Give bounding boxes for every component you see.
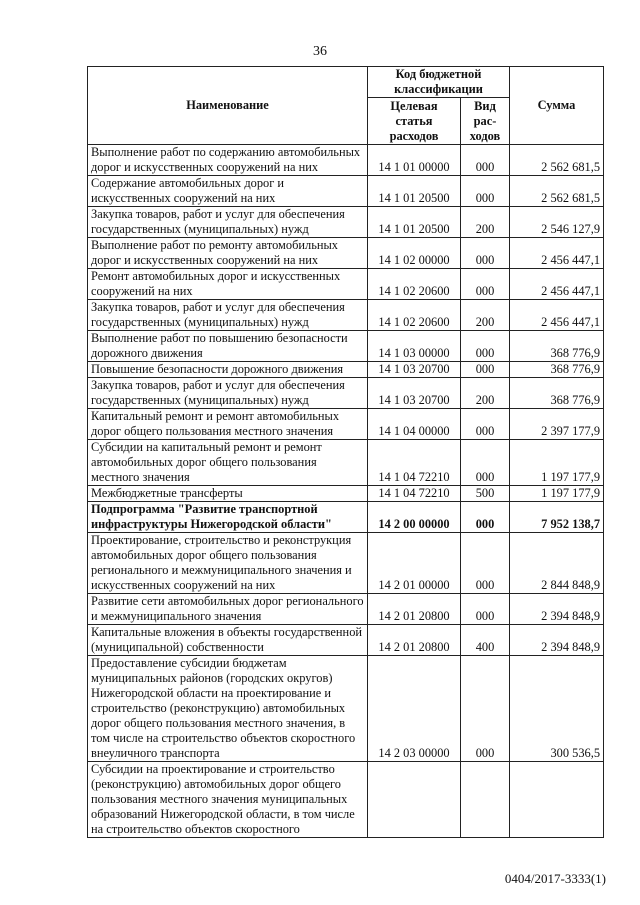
row-target-article: 14 2 01 20800 (368, 625, 461, 656)
row-target-article: 14 1 04 72210 (368, 486, 461, 502)
row-name: Выполнение работ по содержанию автомобильных дорог и искусственных сооружений на них (88, 145, 368, 176)
row-name: Субсидии на капитальный ремонт и ремонт автомобильных дорог общего пользования местного значения (88, 440, 368, 486)
row-expense-type: 200 (461, 207, 510, 238)
table-row (88, 176, 604, 207)
row-target-article: 14 1 02 00000 (368, 238, 461, 269)
row-expense-type (461, 762, 510, 838)
table-row (88, 502, 604, 533)
page-number: 36 (313, 44, 327, 59)
row-sum: 2 546 127,9 (510, 207, 604, 238)
row-target-article: 14 2 01 00000 (368, 533, 461, 594)
row-sum: 2 394 848,9 (510, 594, 604, 625)
row-expense-type: 200 (461, 378, 510, 409)
header-sum: Сумма (510, 67, 604, 145)
row-name: Закупка товаров, работ и услуг для обеспечения государственных (муниципальных) нужд (88, 207, 368, 238)
row-name: Выполнение работ по ремонту автомобильных дорог и искусственных сооружений на них (88, 238, 368, 269)
table-row (88, 269, 604, 300)
table-row (88, 300, 604, 331)
row-expense-type: 000 (461, 238, 510, 269)
row-expense-type: 500 (461, 486, 510, 502)
row-sum: 2 456 447,1 (510, 300, 604, 331)
row-expense-type: 000 (461, 409, 510, 440)
row-name: Субсидии на проектирование и строительство (реконструкцию) автомобильных дорог общего пользования местного значения муниципальных образований Нижегородской области, в том числе на строительство объектов скоростного (88, 762, 368, 838)
row-sum: 2 394 848,9 (510, 625, 604, 656)
row-sum: 2 456 447,1 (510, 269, 604, 300)
row-sum: 368 776,9 (510, 331, 604, 362)
header-name: Наименование (88, 67, 368, 145)
row-sum: 7 952 138,7 (510, 502, 604, 533)
row-expense-type: 000 (461, 502, 510, 533)
row-name: Ремонт автомобильных дорог и искусственных сооружений на них (88, 269, 368, 300)
table-row (88, 207, 604, 238)
table-row (88, 486, 604, 502)
row-target-article: 14 2 03 00000 (368, 656, 461, 762)
table-header (88, 67, 604, 145)
header-code-group: Код бюджетной классификации (368, 67, 510, 98)
row-target-article: 14 1 03 00000 (368, 331, 461, 362)
row-name: Капитальный ремонт и ремонт автомобильных дорог общего пользования местного значения (88, 409, 368, 440)
row-sum: 2 456 447,1 (510, 238, 604, 269)
table-row (88, 594, 604, 625)
row-name: Межбюджетные трансферты (88, 486, 368, 502)
header-target-article: Целевая статья расходов (368, 98, 461, 145)
table-row (88, 409, 604, 440)
row-sum: 2 844 848,9 (510, 533, 604, 594)
row-name: Капитальные вложения в объекты государственной (муниципальной) собственности (88, 625, 368, 656)
row-name: Развитие сети автомобильных дорог регионального и межмуниципального значения (88, 594, 368, 625)
row-sum: 2 562 681,5 (510, 145, 604, 176)
row-target-article: 14 1 01 20500 (368, 207, 461, 238)
row-sum: 368 776,9 (510, 378, 604, 409)
row-expense-type: 000 (461, 440, 510, 486)
row-expense-type: 000 (461, 594, 510, 625)
table-row (88, 238, 604, 269)
row-name: Закупка товаров, работ и услуг для обеспечения государственных (муниципальных) нужд (88, 378, 368, 409)
table-row (88, 625, 604, 656)
row-target-article: 14 1 04 00000 (368, 409, 461, 440)
row-name: Предоставление субсидии бюджетам муниципальных районов (городских округов) Нижегородской области на проектирование и строительство (реконструкцию) автомобильных дорог общего пользования местного значения, в том числе на строительство объектов скоростного внеуличного транспорта (88, 656, 368, 762)
row-expense-type: 400 (461, 625, 510, 656)
row-expense-type: 000 (461, 145, 510, 176)
row-sum: 300 536,5 (510, 656, 604, 762)
row-target-article: 14 1 04 72210 (368, 440, 461, 486)
row-expense-type: 000 (461, 176, 510, 207)
table-row (88, 440, 604, 486)
row-sum: 1 197 177,9 (510, 486, 604, 502)
row-name: Подпрограмма "Развитие транспортной инфраструктуры Нижегородской области" (88, 502, 368, 533)
row-sum: 2 562 681,5 (510, 176, 604, 207)
header-expense-type: Вид рас-ходов (461, 98, 510, 145)
table-row (88, 762, 604, 838)
row-name: Повышение безопасности дорожного движения (88, 362, 368, 378)
table-row (88, 656, 604, 762)
row-expense-type: 000 (461, 362, 510, 378)
document-code: 0404/2017-3333(1) (504, 871, 606, 886)
row-sum: 2 397 177,9 (510, 409, 604, 440)
table-row (88, 331, 604, 362)
table-row (88, 533, 604, 594)
row-name: Выполнение работ по повышению безопасности дорожного движения (88, 331, 368, 362)
row-sum: 368 776,9 (510, 362, 604, 378)
row-target-article: 14 2 01 20800 (368, 594, 461, 625)
row-target-article: 14 1 03 20700 (368, 362, 461, 378)
table-row (88, 362, 604, 378)
row-name: Проектирование, строительство и реконструкция автомобильных дорог общего пользования регионального и межмуниципального значения и искусственных сооружений на них (88, 533, 368, 594)
row-expense-type: 200 (461, 300, 510, 331)
row-target-article (368, 762, 461, 838)
table-row (88, 145, 604, 176)
row-target-article: 14 1 01 20500 (368, 176, 461, 207)
row-target-article: 14 1 02 20600 (368, 269, 461, 300)
table-body (88, 145, 604, 838)
row-expense-type: 000 (461, 331, 510, 362)
row-target-article: 14 1 02 20600 (368, 300, 461, 331)
budget-table (87, 66, 604, 838)
row-name: Содержание автомобильных дорог и искусственных сооружений на них (88, 176, 368, 207)
row-expense-type: 000 (461, 269, 510, 300)
row-sum (510, 762, 604, 838)
row-expense-type: 000 (461, 533, 510, 594)
table-row (88, 378, 604, 409)
row-sum: 1 197 177,9 (510, 440, 604, 486)
row-expense-type: 000 (461, 656, 510, 762)
row-target-article: 14 1 01 00000 (368, 145, 461, 176)
row-target-article: 14 1 03 20700 (368, 378, 461, 409)
row-target-article: 14 2 00 00000 (368, 502, 461, 533)
row-name: Закупка товаров, работ и услуг для обеспечения государственных (муниципальных) нужд (88, 300, 368, 331)
